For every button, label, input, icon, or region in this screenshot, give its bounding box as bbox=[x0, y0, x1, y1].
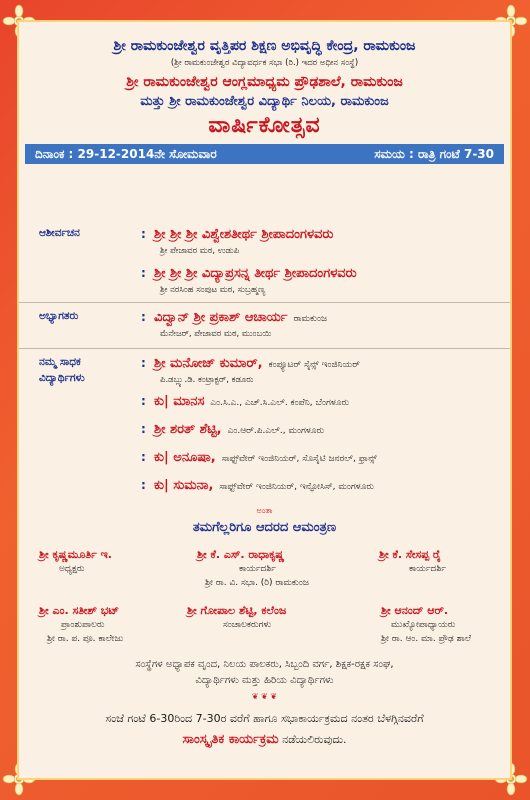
event-title: ವಾರ್ಷಿಕೋತ್ಸವ bbox=[208, 113, 321, 138]
date-label: ದಿನಾಂಕ : bbox=[35, 146, 74, 161]
section-label: ಆಶೀರ್ವಚನ bbox=[39, 227, 80, 239]
host-name: ಶ್ರೀ ಕೃಷ್ಣಮೂರ್ತಿ ಇ. bbox=[39, 548, 112, 561]
section-label: ನಮ್ಮ ಸಾಧಕ bbox=[39, 356, 81, 368]
note-line-1: ಸಂಸ್ಥೆಗಳ ಅಧ್ಯಾಪಕ ವೃಂದ, ನಿಲಯ ಪಾಲಕರು, ಸಿಬ್ಬಂದಿ ವರ್ಗ, ಶಿಕ್ಷಕ-ರಕ್ಷಕ ಸಂಘ, bbox=[135, 659, 394, 670]
person-name bbox=[154, 450, 377, 465]
alumni-name: ಶ್ರೀ ಮನೋಜ್ ಕುಮಾರ್, bbox=[154, 356, 263, 371]
colon: : bbox=[141, 450, 146, 464]
card-body bbox=[17, 20, 512, 780]
person-name bbox=[154, 356, 360, 371]
host-role: ಅಧ್ಯಕ್ಷರು bbox=[59, 564, 85, 574]
divider bbox=[19, 302, 510, 303]
colon: : bbox=[141, 227, 146, 241]
person-detail: ಪಿ.ಡಬ್ಲ್ಯು.ಡಿ. ಕಂಟ್ರಾಕ್ಟರ್, ಕಡೂರು bbox=[160, 375, 254, 385]
person-name bbox=[154, 310, 327, 325]
alumni-role: ಎಂ.ಆರ್.ಪಿ.ಎಲ್., ಮಂಗಳೂರು bbox=[227, 426, 325, 436]
closing-tail: ನಡೆಯಲಿರುವುದು. bbox=[282, 733, 347, 746]
closing-line-1: ಸಂಜೆ ಗಂಟೆ 6-30ರಿಂದ 7-30ರ ವರೆಗೆ ಹಾಗೂ ಸಭಾಕಾರ್ಯಕ್ರಮದ ನಂತರ ಬೆಳಗ್ಗಿನವರೆಗೆ bbox=[105, 712, 424, 725]
time-info bbox=[374, 147, 494, 162]
host-role-detail: ಶ್ರೀ ರಾ. ಆಂ. ಮಾ. ಪ್ರೌಢ ಶಾಲೆ bbox=[381, 634, 471, 644]
alumni-name: ಕು| ಮಾನಸ bbox=[154, 394, 205, 409]
host-role-detail: ಶ್ರೀ ರಾ. ವಿ. ಸಭಾ. (ರಿ) ರಾಮಕುಂಜ bbox=[205, 578, 309, 588]
alumni-role: ಸಾಫ್ಟ್‌ವೇರ್ ಇಂಜಿನಿಯರ್, ಇನ್ಫೋಸಿಸ್, ಮಂಗಳೂರು bbox=[219, 482, 375, 492]
host-name: ಶ್ರೀ ಕೆ. ಎಸ್. ರಾಧಾಕೃಷ್ಣ bbox=[197, 548, 285, 561]
note-line-2: ವಿದ್ಯಾರ್ಥಿಗಳು ಮತ್ತು ಹಿರಿಯ ವಿದ್ಯಾರ್ಥಿಗಳು bbox=[195, 675, 334, 686]
date-value: 29-12-2014ನೇ ಸೋಮವಾರ bbox=[77, 146, 217, 161]
host-name: ಶ್ರೀ ಕೆ. ಸೇಸಪ್ಪ ರೈ bbox=[379, 548, 442, 561]
person-name bbox=[154, 422, 324, 437]
colon: : bbox=[141, 356, 146, 370]
host-role: ಕಾರ್ಯದರ್ಶಿ bbox=[239, 564, 276, 574]
time-label: ಸಮಯ : bbox=[374, 146, 414, 161]
host-name: ಶ್ರೀ ಆನಂದ್ ಆರ್. bbox=[381, 604, 449, 617]
host-name: ಶ್ರೀ ಗೋಪಾಲ ಶೆಟ್ಟಿ, ಕಲೆಂಜ bbox=[187, 604, 287, 617]
ornament-divider: ❦ ❦ ❦ bbox=[251, 692, 278, 701]
person-detail: ಮೆನೇಜರ್, ಪೇಜಾವರ ಮಠ, ಮುಂಬಯಿ bbox=[160, 329, 272, 339]
host-role: ಕಾರ್ಯದರ್ಶಿ bbox=[409, 564, 446, 574]
host-role: ಪ್ರಾಂಶುಪಾಲರು bbox=[61, 620, 105, 630]
alumni-name: ಕು| ಅನೂಷಾ, bbox=[154, 450, 216, 465]
hostel-name: ಮತ್ತು ಶ್ರೀ ರಾಮಕುಂಜೇಶ್ವರ ವಿದ್ಯಾರ್ಥಿ ನಿಲಯ, ರಾಮಕುಂಜ bbox=[140, 94, 389, 109]
guest-name: ವಿದ್ವಾನ್ ಶ್ರೀ ಪ್ರಕಾಶ್ ಆಚಾರ್ಯ bbox=[154, 310, 288, 325]
divider bbox=[19, 348, 510, 349]
colon: : bbox=[141, 422, 146, 436]
person-detail: ಶ್ರೀ ಪೇಜಾವರ ಮಠ, ಉಡುಪಿ bbox=[160, 246, 240, 256]
cultural-program: ಸಾಂಸ್ಕೃತಿಕ ಕಾರ್ಯಕ್ರಮ bbox=[182, 732, 279, 747]
person-name: ಶ್ರೀ ಶ್ರೀ ಶ್ರೀ ವಿದ್ಯಾಪ್ರಸನ್ನ ತೀರ್ಥ ಶ್ರೀಪಾದಂಗಳವರು bbox=[154, 266, 357, 281]
ornament-text: ಅಂತಾ bbox=[256, 506, 273, 515]
colon: : bbox=[141, 266, 146, 280]
school-name: ಶ್ರೀ ರಾಮಕುಂಜೇಶ್ವರ ಆಂಗ್ಲಮಾಧ್ಯಮ ಪ್ರೌಢಶಾಲೆ, ರಾಮಕುಂಜ bbox=[126, 74, 403, 90]
person-name bbox=[154, 478, 374, 493]
person-detail: ಶ್ರೀ ನರಸಿಂಹ ಸಂಪುಟ ಮಠ, ಸುಬ್ರಹ್ಮಣ್ಯ bbox=[160, 285, 266, 295]
time-value: ರಾತ್ರಿ ಗಂಟೆ 7-30 bbox=[418, 146, 494, 161]
host-role: ಮುಖ್ಯೋಪಾಧ್ಯಾಯರು bbox=[391, 620, 456, 630]
alumni-role: ಎಂ.ಸಿ.ಎ., ಎಚ್.ಸಿ.ಎಲ್. ಕಂಪೆನಿ, ಬೆಂಗಳೂರು bbox=[210, 398, 350, 408]
colon: : bbox=[141, 394, 146, 408]
colon: : bbox=[141, 310, 146, 324]
person-name: ಶ್ರೀ ಶ್ರೀ ಶ್ರೀ ವಿಶ್ವೇಶತೀರ್ಥ ಶ್ರೀಪಾದಂಗಳವರು bbox=[154, 227, 334, 242]
section-label-2: ವಿದ್ಯಾರ್ಥಿಗಳು bbox=[39, 372, 85, 384]
host-role-detail: ಶ್ರೀ ರಾ. ಪ. ಪೂ. ಕಾಲೇಜು bbox=[47, 634, 124, 644]
person-name bbox=[154, 394, 349, 409]
alumni-role: ಕಂಪ್ಯೂಟರ್ ಸೈನ್ಸ್ ಇಂಜಿನಿಯರ್ bbox=[268, 360, 360, 370]
invitation-heading: ತಮಗೆಲ್ಲರಿಗೂ ಆದರದ ಆಮಂತ್ರಣ bbox=[192, 520, 337, 535]
host-name: ಶ್ರೀ ಎಂ. ಸತೀಶ್ ಭಟ್ bbox=[39, 604, 119, 617]
org-name: ಶ್ರೀ ರಾಮಕುಂಜೇಶ್ವರ ವೃತ್ತಿಪರ ಶಿಕ್ಷಣ ಅಭಿವೃದ್ಧಿ ಕೇಂದ್ರ, ರಾಮಕುಂಜ bbox=[113, 38, 416, 54]
org-subtitle: (ಶ್ರೀ ರಾಮಕುಂಜೇಶ್ವರ ವಿದ್ಯಾವರ್ಧಕ ಸಭಾ (ರಿ.) ಇದರ ಅಧೀನ ಸಂಸ್ಥೆ) bbox=[170, 58, 359, 68]
guest-place: ರಾಮಕುಂಜ bbox=[293, 314, 327, 324]
host-role: ಸಂಚಾಲಕರುಗಳು bbox=[223, 620, 272, 630]
colon: : bbox=[141, 478, 146, 492]
alumni-name: ಕು| ಸುಮನಾ, bbox=[154, 478, 214, 493]
date-info bbox=[35, 147, 217, 162]
date-time-bar bbox=[25, 144, 504, 164]
closing-line-2 bbox=[19, 732, 510, 747]
section-label: ಅಭ್ಯಾಗತರು bbox=[39, 310, 79, 322]
alumni-name: ಶ್ರೀ ಶರತ್ ಶೆಟ್ಟಿ, bbox=[154, 422, 222, 437]
alumni-role: ಸಾಫ್ಟ್‌ವೇರ್ ಇಂಜಿನಿಯರ್, ಸೊಸೈಟಿ ಜನರಲ್, ಫ್ರಾನ್ಸ್ bbox=[221, 454, 377, 464]
